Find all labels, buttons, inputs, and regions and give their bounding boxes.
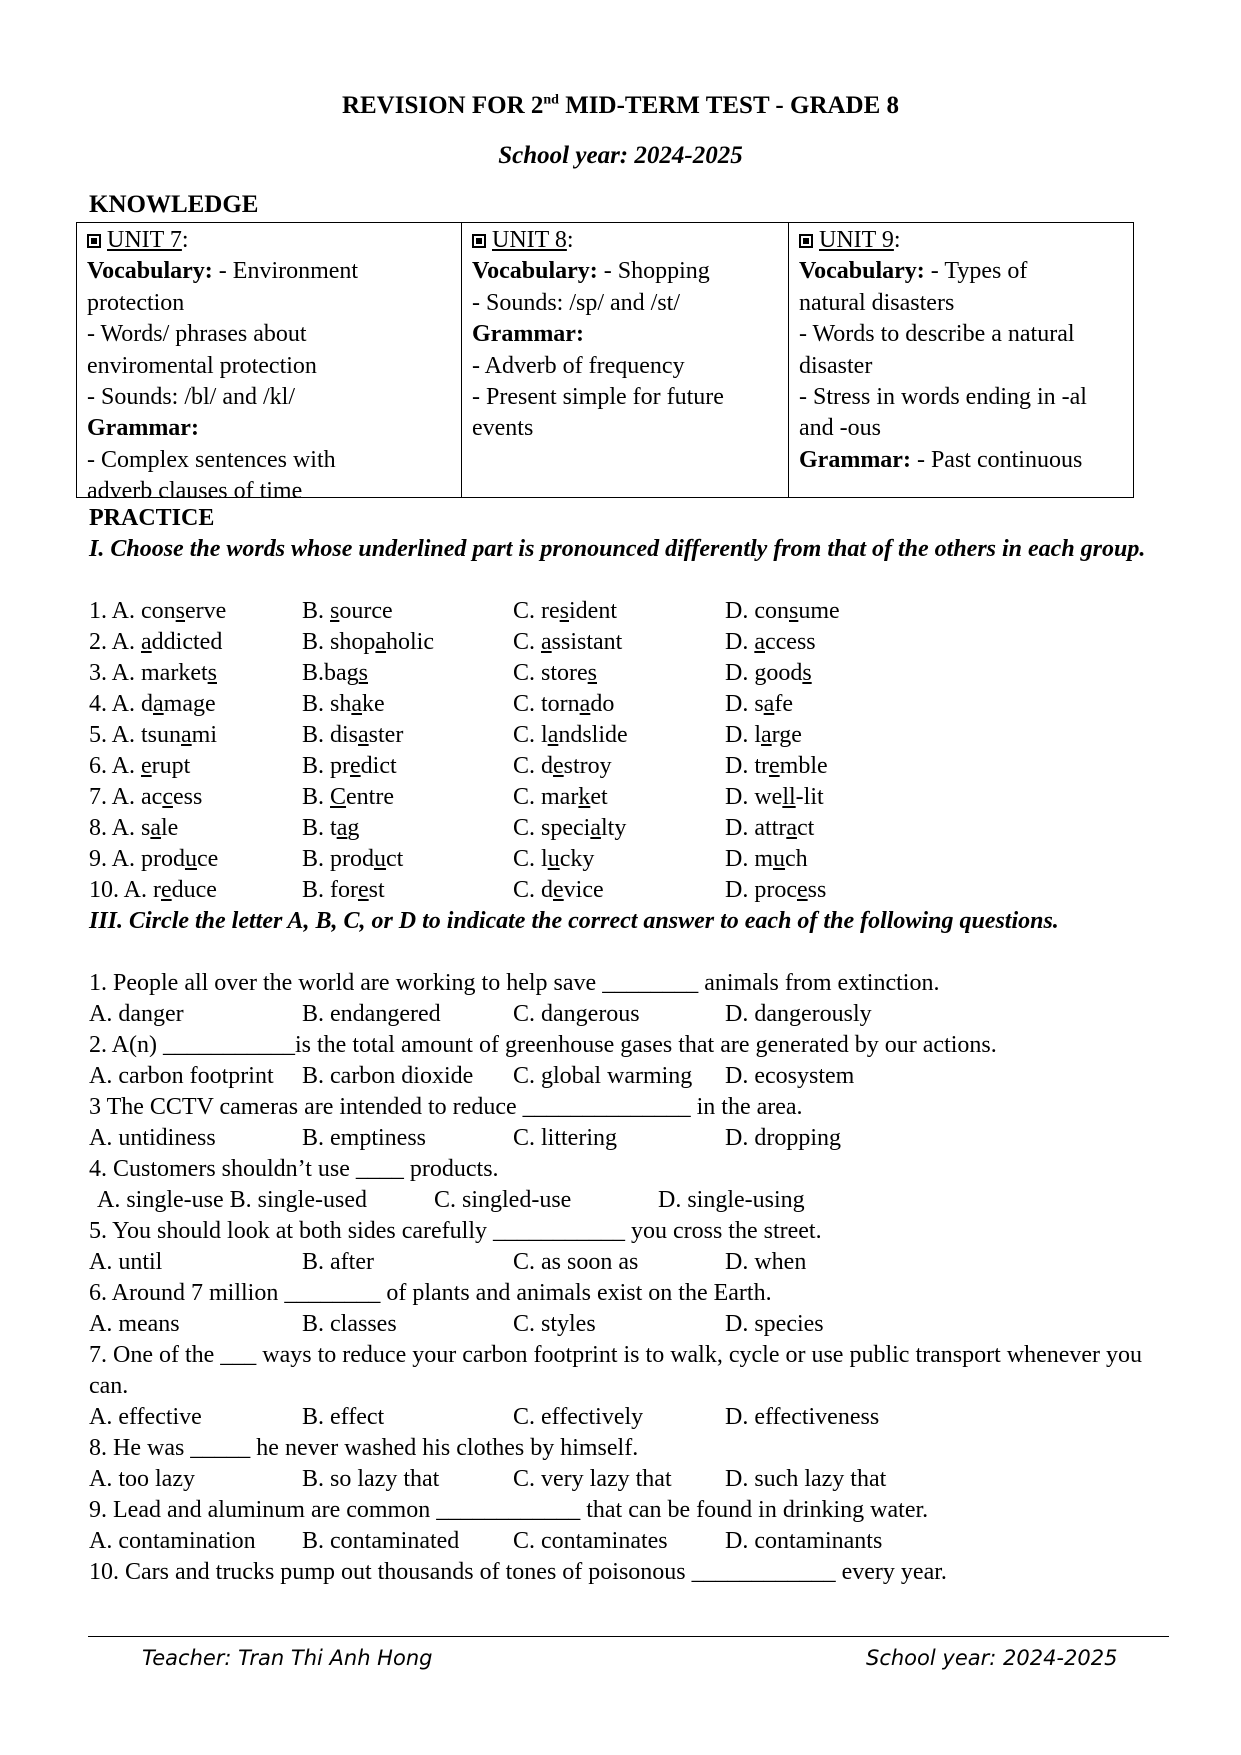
unit-line-text: protection	[87, 289, 185, 316]
word-part: ddicted	[151, 629, 223, 655]
word-part: B. dis	[302, 722, 359, 748]
unit-line	[472, 256, 782, 287]
word-part: fe	[774, 691, 793, 717]
pronunciation-option[interactable]	[302, 751, 397, 782]
unit-heading: UNIT 7:	[87, 225, 455, 256]
underlined-part: c	[162, 784, 173, 810]
word-part: 1. A. con	[89, 598, 176, 624]
underlined-part: a	[358, 722, 369, 748]
word-part: C. l	[513, 722, 548, 748]
word-part: mi	[191, 722, 218, 748]
pronunciation-option[interactable]	[89, 844, 218, 875]
word-part: mage	[163, 691, 216, 717]
knowledge-heading: KNOWLEDGE	[89, 191, 259, 218]
underlined-part: s	[175, 598, 186, 624]
answer-option[interactable]: C. littering	[513, 1125, 617, 1151]
unit-line-text: - Complex sentences with	[87, 446, 336, 473]
pronunciation-option[interactable]	[725, 751, 828, 782]
underlined-part: a	[763, 691, 775, 717]
question-text: 4. Customers shouldn’t use ____ products.	[89, 1156, 499, 1182]
answer-option[interactable]: B. emptiness	[302, 1125, 426, 1151]
answer-option[interactable]: B. classes	[302, 1311, 397, 1337]
unit-line-label: Vocabulary:	[799, 258, 925, 285]
word-part: ster	[368, 722, 404, 748]
unit-line-text: - Stress in words ending in -al	[799, 384, 1087, 411]
word-part: D. tr	[725, 753, 769, 779]
question-text: 3 The CCTV cameras are intended to reduce ______________ in the area.	[89, 1094, 803, 1120]
underlined-part: s	[802, 660, 812, 686]
word-part: g	[347, 815, 360, 841]
pronunciation-option[interactable]	[725, 627, 816, 658]
underlined-part: s	[330, 598, 340, 624]
unit-line-text: enviromental protection	[87, 352, 317, 379]
question-text: 6. Around 7 million ________ of plants and animals exist on the Earth.	[89, 1280, 772, 1306]
word-part: ource	[339, 598, 393, 624]
underlined-part: s	[358, 660, 369, 686]
unit-line	[472, 413, 782, 444]
unit-line	[87, 413, 455, 444]
unit-line	[799, 319, 1127, 350]
word-part: ccess	[765, 629, 816, 655]
word-part: lty	[600, 815, 627, 841]
pronunciation-item	[89, 596, 1149, 627]
unit-line	[799, 351, 1127, 382]
pronunciation-option[interactable]	[513, 875, 604, 906]
word-part: ce	[197, 846, 219, 872]
word-part: C. speci	[513, 815, 591, 841]
underlined-part: e	[553, 877, 564, 903]
unit-title: UNIT 7	[107, 227, 182, 253]
pronunciation-item	[89, 658, 1149, 689]
pronunciation-option[interactable]	[302, 875, 385, 906]
answer-options	[89, 1185, 1149, 1216]
unit-8-column	[461, 223, 788, 497]
underlined-part: e	[141, 753, 152, 779]
underlined-part: s	[207, 660, 217, 686]
unit-line-text: - Sounds: /sp/ and /st/	[472, 289, 681, 316]
unit-line-text: - Words/ phrases about	[87, 321, 307, 348]
unit-line-label: Grammar:	[87, 415, 199, 442]
pronunciation-option[interactable]	[513, 627, 622, 658]
pronunciation-item	[89, 844, 1149, 875]
underlined-part: k	[578, 784, 591, 810]
unit-line-text: - Sounds: /bl/ and /kl/	[87, 384, 296, 411]
question-text: 2. A(n) ___________is the total amount of greenhouse gases that are generated by our actions.	[89, 1032, 997, 1058]
pronunciation-option[interactable]	[302, 844, 403, 875]
underlined-part: e	[358, 877, 369, 903]
unit-line	[472, 382, 782, 413]
word-part: ndslide	[558, 722, 628, 748]
pronunciation-option[interactable]	[89, 720, 217, 751]
question-text: 8. He was _____ he never washed his clothes by himself.	[89, 1435, 639, 1461]
question-text: 7. One of the ___ ways to reduce your carbon footprint is to walk, cycle or use public transport whenever you can.	[89, 1342, 1143, 1399]
unit-line-label: Grammar:	[472, 321, 584, 348]
unit-line	[799, 382, 1127, 413]
pronunciation-option[interactable]	[513, 689, 614, 720]
pronunciation-option[interactable]	[513, 813, 626, 844]
underlined-part: u	[185, 846, 197, 872]
word-part: ume	[798, 598, 840, 624]
pronunciation-option[interactable]	[513, 596, 617, 627]
unit-heading: UNIT 9:	[799, 225, 1127, 256]
underlined-part: e	[796, 877, 808, 903]
word-part: B. shop	[302, 629, 376, 655]
word-part: ke	[362, 691, 385, 717]
pronunciation-option[interactable]	[513, 658, 597, 689]
unit-title: UNIT 9	[819, 227, 894, 253]
pronunciation-option[interactable]	[89, 689, 216, 720]
unit-line-text: - Shopping	[597, 258, 710, 285]
word-part: 7. A. ac	[89, 784, 163, 810]
word-part: D. we	[725, 784, 783, 810]
section-3-instruction: III. Circle the letter A, B, C, or D to indicate the correct answer to each of the following questions.	[89, 908, 1059, 934]
underlined-part: e	[769, 753, 780, 779]
answer-option[interactable]: C. contaminates	[513, 1528, 668, 1554]
practice-section	[89, 503, 1149, 1588]
word-part: D. m	[725, 846, 773, 872]
pronunciation-option[interactable]	[89, 658, 217, 689]
section-3-questions	[89, 968, 1149, 1588]
underlined-part: a	[141, 629, 152, 655]
pronunciation-option[interactable]	[302, 782, 394, 813]
word-part: C. store	[513, 660, 588, 686]
word-part: C. torn	[513, 691, 580, 717]
pronunciation-option[interactable]	[725, 813, 814, 844]
pronunciation-option[interactable]	[89, 596, 226, 627]
answer-options	[89, 1247, 1149, 1278]
word-part: 9. A. prod	[89, 846, 185, 872]
underlined-part: e	[161, 877, 172, 903]
answer-option[interactable]: A. danger	[89, 1001, 184, 1027]
answer-option[interactable]: B. so lazy that	[302, 1466, 440, 1492]
footer-teacher: Teacher: Tran Thi Anh Hong	[142, 1646, 433, 1670]
word-part: ssistant	[551, 629, 623, 655]
underlined-part: s	[559, 598, 569, 624]
underlined-part: a	[375, 629, 387, 655]
knowledge-table	[76, 222, 1134, 505]
answer-option[interactable]: D. dangerously	[725, 1001, 872, 1027]
answer-option[interactable]: C. very lazy that	[513, 1466, 672, 1492]
section-1-items	[89, 596, 1149, 906]
word-part: stroy	[563, 753, 612, 779]
word-part: duce	[171, 877, 217, 903]
pronunciation-option[interactable]	[513, 720, 628, 751]
word-part: ct	[796, 815, 815, 841]
pronunciation-option[interactable]	[89, 627, 222, 658]
answer-option[interactable]: C. styles	[513, 1311, 596, 1337]
word-part: ident	[569, 598, 617, 624]
underlined-part: u	[547, 846, 560, 872]
word-part: entre	[346, 784, 394, 810]
pronunciation-option[interactable]	[302, 689, 385, 720]
pronunciation-option[interactable]	[302, 658, 368, 689]
answer-options	[89, 1309, 1149, 1340]
word-part: cky	[559, 846, 595, 872]
underlined-part: a	[541, 629, 552, 655]
footer-divider	[88, 1636, 1169, 1637]
unit-line	[799, 288, 1127, 319]
pronunciation-item	[89, 875, 1149, 906]
pronunciation-option[interactable]	[725, 875, 826, 906]
unit-line-text: - Types of	[924, 258, 1028, 285]
pronunciation-item	[89, 720, 1149, 751]
word-part: rge	[771, 722, 802, 748]
unit-line-text: events	[472, 415, 534, 442]
underlined-part: a	[336, 815, 348, 841]
underlined-part: e	[553, 753, 564, 779]
word-part: B. pr	[302, 753, 350, 779]
answer-option[interactable]: A. means	[89, 1311, 180, 1337]
question-text: 9. Lead and aluminum are common ____________ that can be found in drinking water.	[89, 1497, 929, 1523]
pronunciation-option[interactable]	[725, 720, 802, 751]
answer-option[interactable]: D. effectiveness	[725, 1404, 880, 1430]
word-part: ss	[807, 877, 827, 903]
unit-line-text: natural disasters	[799, 289, 955, 316]
footer-school-year: School year: 2024-2025	[866, 1646, 1118, 1670]
unit-line	[87, 288, 455, 319]
answer-option[interactable]: C. dangerous	[513, 1001, 640, 1027]
section-1-instruction: I. Choose the words whose underlined part is pronounced differently from that of the others in each group.	[89, 536, 1146, 562]
word-part: D. con	[725, 598, 789, 624]
answer-option[interactable]: A. untidiness	[89, 1125, 216, 1151]
pronunciation-item	[89, 751, 1149, 782]
word-part: B.bag	[302, 660, 359, 686]
pronunciation-option[interactable]	[513, 751, 612, 782]
word-part: B. t	[302, 815, 337, 841]
answer-option[interactable]: B. after	[302, 1249, 374, 1275]
unit-line-text: - Words to describe a natural	[799, 321, 1075, 348]
answer-option[interactable]: D. dropping	[725, 1125, 841, 1151]
underlined-part: a	[153, 691, 164, 717]
unit-line-text: - Present simple for future	[472, 384, 724, 411]
answer-option[interactable]: A. single-use B. single-used	[97, 1187, 367, 1213]
title-superscript: nd	[543, 92, 559, 108]
unit-line-text: - Adverb of frequency	[472, 352, 685, 379]
practice-heading: PRACTICE	[89, 505, 215, 531]
answer-option[interactable]: D. species	[725, 1311, 824, 1337]
underlined-part: C	[330, 784, 347, 810]
unit-line-text: - Past continuous	[910, 446, 1083, 473]
answer-option[interactable]: B. carbon dioxide	[302, 1063, 474, 1089]
unit-line	[472, 288, 782, 319]
unit-line	[87, 382, 455, 413]
answer-option[interactable]: C. effectively	[513, 1404, 644, 1430]
word-part: B.	[302, 784, 331, 810]
answer-options	[89, 1402, 1149, 1433]
unit-line	[799, 445, 1127, 476]
question-text: 5. You should look at both sides carefully ___________ you cross the street.	[89, 1218, 822, 1244]
underlined-part: s	[587, 660, 598, 686]
pronunciation-option[interactable]	[302, 627, 434, 658]
unit-title: UNIT 8	[492, 227, 567, 253]
word-part: st	[368, 877, 385, 903]
underlined-part: a	[547, 722, 559, 748]
pronunciation-option[interactable]	[89, 751, 190, 782]
answer-option[interactable]: A. contamination	[89, 1528, 256, 1554]
word-part: 3. A. market	[89, 660, 208, 686]
word-part: C.	[513, 629, 542, 655]
unit-line-text: adverb clauses of time	[87, 478, 303, 505]
title-part-1: REVISION FOR 2	[341, 92, 544, 119]
word-part: do	[590, 691, 615, 717]
square-bullet-icon	[87, 234, 101, 248]
word-part: D. proc	[725, 877, 797, 903]
underlined-part: a	[181, 722, 192, 748]
word-part: 2. A.	[89, 629, 142, 655]
unit-line-text: - Environment	[212, 258, 359, 285]
answer-options	[89, 1464, 1149, 1495]
answer-options	[89, 1526, 1149, 1557]
unit-heading: UNIT 8:	[472, 225, 782, 256]
underlined-part: a	[761, 722, 772, 748]
unit-line-label: Vocabulary:	[87, 258, 213, 285]
answer-option[interactable]: D. ecosystem	[725, 1063, 855, 1089]
answer-option[interactable]: A. carbon footprint	[89, 1063, 274, 1089]
word-part: erve	[185, 598, 227, 624]
unit-line	[799, 413, 1127, 444]
word-part: et	[590, 784, 608, 810]
school-year-subtitle: School year: 2024-2025	[498, 142, 743, 169]
unit-line	[87, 351, 455, 382]
answer-option[interactable]: D. when	[725, 1249, 807, 1275]
title-part-2: MID-TERM TEST - GRADE 8	[558, 92, 900, 119]
underlined-part: ll	[782, 784, 796, 810]
pronunciation-option[interactable]	[302, 596, 393, 627]
word-part: 5. A. tsun	[89, 722, 182, 748]
word-part: C. d	[513, 877, 554, 903]
word-part: -lit	[795, 784, 824, 810]
square-bullet-icon	[472, 234, 486, 248]
pronunciation-option[interactable]	[302, 813, 359, 844]
word-part: ct	[386, 846, 404, 872]
answer-options	[89, 1123, 1149, 1154]
word-part: D. good	[725, 660, 803, 686]
unit-line-text: disaster	[799, 352, 873, 379]
unit-line	[87, 256, 455, 287]
answer-option[interactable]: D. such lazy that	[725, 1466, 887, 1492]
word-part: D.	[725, 629, 755, 655]
pronunciation-option[interactable]	[302, 720, 403, 751]
answer-option[interactable]: D. contaminants	[725, 1528, 883, 1554]
word-part: ess	[172, 784, 203, 810]
word-part: C. mar	[513, 784, 579, 810]
unit-line	[87, 319, 455, 350]
word-part: B. for	[302, 877, 358, 903]
answer-option[interactable]: C. singled-use	[434, 1187, 572, 1213]
pronunciation-item	[89, 782, 1149, 813]
pronunciation-option[interactable]	[725, 658, 812, 689]
word-part: ch	[785, 846, 808, 872]
word-part: 6. A.	[89, 753, 142, 779]
answer-options	[89, 999, 1149, 1030]
pronunciation-item	[89, 813, 1149, 844]
word-part: dict	[360, 753, 397, 779]
word-part: le	[161, 815, 179, 841]
word-part: 8. A. s	[89, 815, 151, 841]
underlined-part: a	[579, 691, 591, 717]
pronunciation-option[interactable]	[725, 844, 808, 875]
question-text: 10. Cars and trucks pump out thousands of tones of poisonous ____________ every year.	[89, 1559, 947, 1585]
unit-line	[799, 256, 1127, 287]
underlined-part: a	[150, 815, 162, 841]
underlined-part: a	[351, 691, 363, 717]
unit-line	[472, 351, 782, 382]
unit-9-column	[788, 223, 1133, 497]
page-title	[0, 92, 1241, 120]
word-part: D. l	[725, 722, 761, 748]
underlined-part: a	[590, 815, 601, 841]
unit-line-label: Grammar:	[799, 446, 911, 473]
pronunciation-option[interactable]	[89, 875, 217, 906]
pronunciation-option[interactable]	[725, 689, 793, 720]
word-part: C. l	[513, 846, 548, 872]
underlined-part: a	[786, 815, 797, 841]
word-part: 10. A. r	[89, 877, 161, 903]
answer-options	[89, 1061, 1149, 1092]
square-bullet-icon	[799, 234, 813, 248]
unit-line-label: Vocabulary:	[472, 258, 598, 285]
pronunciation-option[interactable]	[89, 813, 178, 844]
word-part: rupt	[151, 753, 191, 779]
word-part: D. attr	[725, 815, 787, 841]
pronunciation-item	[89, 627, 1149, 658]
word-part: C. re	[513, 598, 560, 624]
word-part: B. sh	[302, 691, 352, 717]
underlined-part: s	[788, 598, 799, 624]
answer-option[interactable]: D. single-using	[658, 1187, 805, 1213]
pronunciation-option[interactable]	[725, 782, 824, 813]
answer-option[interactable]: C. global warming	[513, 1063, 693, 1089]
word-part: C. d	[513, 753, 554, 779]
pronunciation-option[interactable]	[725, 596, 840, 627]
word-part: mble	[779, 753, 828, 779]
answer-option[interactable]: A. effective	[89, 1404, 202, 1430]
unit-line	[87, 445, 455, 476]
unit-7-column	[77, 223, 461, 505]
word-part: B.	[302, 598, 331, 624]
pronunciation-item	[89, 689, 1149, 720]
word-part: 4. A. d	[89, 691, 154, 717]
answer-option[interactable]: B. effect	[302, 1404, 385, 1430]
pronunciation-option[interactable]	[89, 782, 202, 813]
pronunciation-option[interactable]	[513, 844, 594, 875]
underlined-part: u	[773, 846, 785, 872]
underlined-part: e	[350, 753, 361, 779]
underlined-part: a	[754, 629, 765, 655]
unit-line-text: and -ous	[799, 415, 881, 442]
answer-option[interactable]: B. contaminated	[302, 1528, 460, 1554]
answer-option[interactable]: A. until	[89, 1249, 163, 1275]
word-part: B. prod	[302, 846, 374, 872]
pronunciation-option[interactable]	[513, 782, 608, 813]
word-part: vice	[563, 877, 604, 903]
underlined-part: u	[374, 846, 386, 872]
answer-option[interactable]: C. as soon as	[513, 1249, 639, 1275]
word-part: holic	[386, 629, 435, 655]
unit-line	[472, 319, 782, 350]
question-text: 1. People all over the world are working to help save ________ animals from extinction.	[89, 970, 940, 996]
answer-option[interactable]: A. too lazy	[89, 1466, 195, 1492]
answer-option[interactable]: B. endangered	[302, 1001, 441, 1027]
word-part: D. s	[725, 691, 764, 717]
